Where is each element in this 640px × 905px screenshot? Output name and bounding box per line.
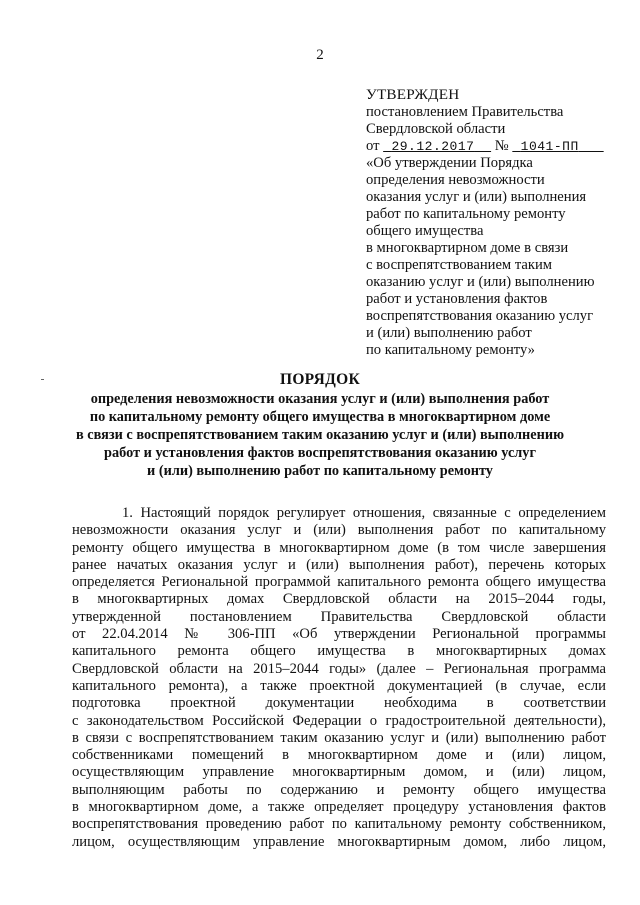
body-line: выполняющим работы по содержанию и ремонту общего имущества xyxy=(72,781,606,798)
body-line: капитального ремонта общего имущества в многоквартирных домах xyxy=(72,643,606,660)
subject-line: оказанию услуг и (или) выполнению xyxy=(366,274,595,290)
body-line: утвержденной постановлением Правительства Свердловской области xyxy=(72,608,606,625)
subject-line: в многоквартирном доме в связи xyxy=(366,240,569,256)
approval-line: постановлением Правительства xyxy=(366,104,564,120)
heading-line: в связи с воспрепятствованием таким оказанию услуг и (или) выполнению xyxy=(75,427,565,443)
heading-line: определения невозможности оказания услуг и (или) выполнения работ xyxy=(90,391,550,407)
approval-line: Свердловской области xyxy=(366,121,506,137)
body-line: осуществляющим управление многоквартирным домом, и (или) лицом, xyxy=(72,764,606,781)
heading-line: и (или) выполнению работ по капитальному ремонту xyxy=(147,463,493,479)
subject-line: работ и установления фактов xyxy=(366,291,548,307)
approval-title: УТВЕРЖДЕН xyxy=(366,86,460,103)
subject-line: оказания услуг и (или) выполнения xyxy=(366,189,587,205)
heading-line: по капитальному ремонту общего имущества в многоквартирном доме xyxy=(89,409,551,425)
approval-date-line xyxy=(366,138,626,155)
body-line: собственниками помещений в многоквартирном доме и (или) лицом, xyxy=(72,747,606,764)
body-line: воспрепятствования проведению работ по капитальному ремонту собственником, xyxy=(72,816,606,833)
subject-line: «Об утверждении Порядка xyxy=(366,155,533,171)
body-line: ранее начатых оказания услуг и (или) выполнения работ), перечень которых xyxy=(72,556,606,573)
body-line: от 22.04.2014 № 306-ПП «Об утверждении Региональной программы xyxy=(72,626,606,643)
body-line: ремонту общего имущества в многоквартирном доме (в том числе завершения xyxy=(72,539,606,556)
subject-line: воспрепятствования оказанию услуг xyxy=(366,308,594,324)
subject-line: по капитальному ремонту» xyxy=(366,342,535,358)
body-line: в многоквартирных домах Свердловской области на 2015–2044 годы, xyxy=(72,591,606,608)
body-line: 1. Настоящий порядок регулирует отношения, связанные с определением xyxy=(122,505,606,521)
body-line: в связи с воспрепятствованием таким оказанию услуг и (или) выполнению работ xyxy=(72,729,606,746)
subject-line: определения невозможности xyxy=(366,172,545,188)
heading-title: ПОРЯДОК xyxy=(279,371,361,388)
page-number: 2 xyxy=(316,47,324,63)
body-line: невозможности оказания услуг и (или) выполнения работ по капитальному xyxy=(72,522,606,539)
body-line: лицом, осуществляющим управление многоквартирным домом, либо лицом, xyxy=(72,833,606,850)
subject-line: общего имущества xyxy=(366,223,484,239)
body-paragraph xyxy=(72,505,606,851)
approval-number: 1041-ПП xyxy=(520,139,579,154)
subject-line: и (или) выполнению работ xyxy=(366,325,532,341)
subject-line: с воспрепятствованием таким xyxy=(366,257,552,273)
date-prefix: от xyxy=(366,138,380,154)
body-line: с законодательством Российской Федерации о градостроительной деятельности), xyxy=(72,712,606,729)
heading-line: работ и установления фактов воспрепятствования оказанию услуг xyxy=(104,445,536,461)
body-line: капитального ремонта), а также проектной документацией (в случае, если xyxy=(72,677,606,694)
body-line: подготовка проектной документации необходима в соответствии xyxy=(72,695,606,712)
subject-line: работ по капитальному ремонту xyxy=(366,206,566,222)
body-line: Свердловской области на 2015–2044 годы» (далее – Региональная программа xyxy=(72,660,606,677)
document-heading xyxy=(0,371,640,480)
number-prefix: № xyxy=(494,138,509,154)
approval-date: 29.12.2017 xyxy=(391,139,475,154)
body-line: в многоквартирном доме, а также определяет процедуру установления фактов xyxy=(72,799,606,816)
approval-stamp xyxy=(366,86,626,359)
body-line: определяется Региональной программой капитального ремонта общего имущества xyxy=(72,574,606,591)
